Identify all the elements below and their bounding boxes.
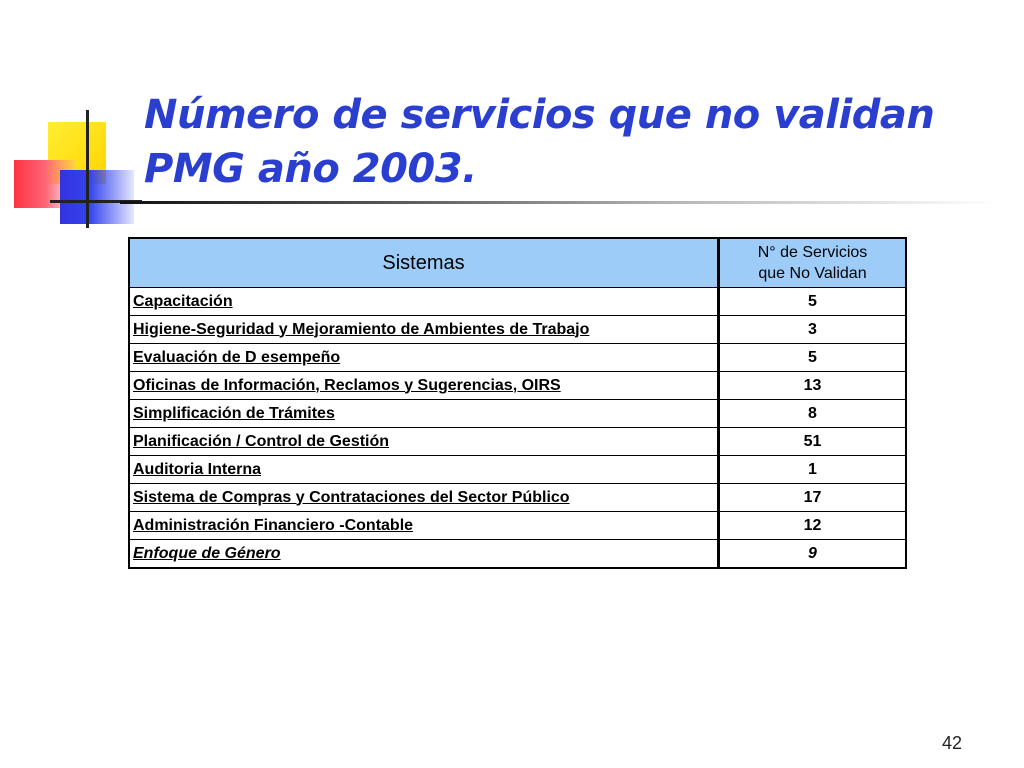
services-table	[128, 237, 907, 569]
table-row	[129, 456, 906, 484]
row-system: Planificación / Control de Gestión	[129, 428, 719, 456]
row-count: 3	[719, 316, 907, 344]
slide-title-line2: PMG año 2003.	[144, 146, 477, 192]
row-system: Capacitación	[129, 288, 719, 316]
header-num-servicios	[719, 238, 907, 288]
row-system: Administración Financiero -Contable	[129, 512, 719, 540]
table-row	[129, 428, 906, 456]
row-system: Simplificación de Trámites	[129, 400, 719, 428]
header-num-servicios-line2: que No Validan	[758, 265, 867, 282]
row-count: 8	[719, 400, 907, 428]
header-sistemas: Sistemas	[129, 238, 719, 288]
row-count: 9	[719, 540, 907, 569]
table-row	[129, 400, 906, 428]
title-underline	[120, 201, 1000, 204]
table-row	[129, 372, 906, 400]
table-row	[129, 316, 906, 344]
row-system: Sistema de Compras y Contrataciones del Sector Público	[129, 484, 719, 512]
table-row	[129, 540, 906, 569]
slide-title-line1: Número de servicios que no validan	[144, 92, 935, 138]
row-system: Oficinas de Información, Reclamos y Sugerencias, OIRS	[129, 372, 719, 400]
row-count: 17	[719, 484, 907, 512]
row-count: 5	[719, 344, 907, 372]
table-header-row	[129, 238, 906, 288]
row-count: 5	[719, 288, 907, 316]
row-count: 12	[719, 512, 907, 540]
table-row	[129, 344, 906, 372]
page-number: 42	[941, 733, 962, 753]
row-system: Evaluación de D esempeño	[129, 344, 719, 372]
header-num-servicios-line1: N° de Servicios	[757, 244, 868, 261]
row-system: Auditoria Interna	[129, 456, 719, 484]
logo-vertical-line	[86, 110, 89, 228]
row-count: 1	[719, 456, 907, 484]
row-system: Higiene-Seguridad y Mejoramiento de Ambientes de Trabajo	[129, 316, 719, 344]
table-row	[129, 288, 906, 316]
table-row	[129, 512, 906, 540]
row-system: Enfoque de Género	[129, 540, 719, 569]
row-count: 13	[719, 372, 907, 400]
slide-title	[144, 88, 1004, 196]
table-row	[129, 484, 906, 512]
logo-blue-bar	[60, 170, 134, 224]
row-count: 51	[719, 428, 907, 456]
